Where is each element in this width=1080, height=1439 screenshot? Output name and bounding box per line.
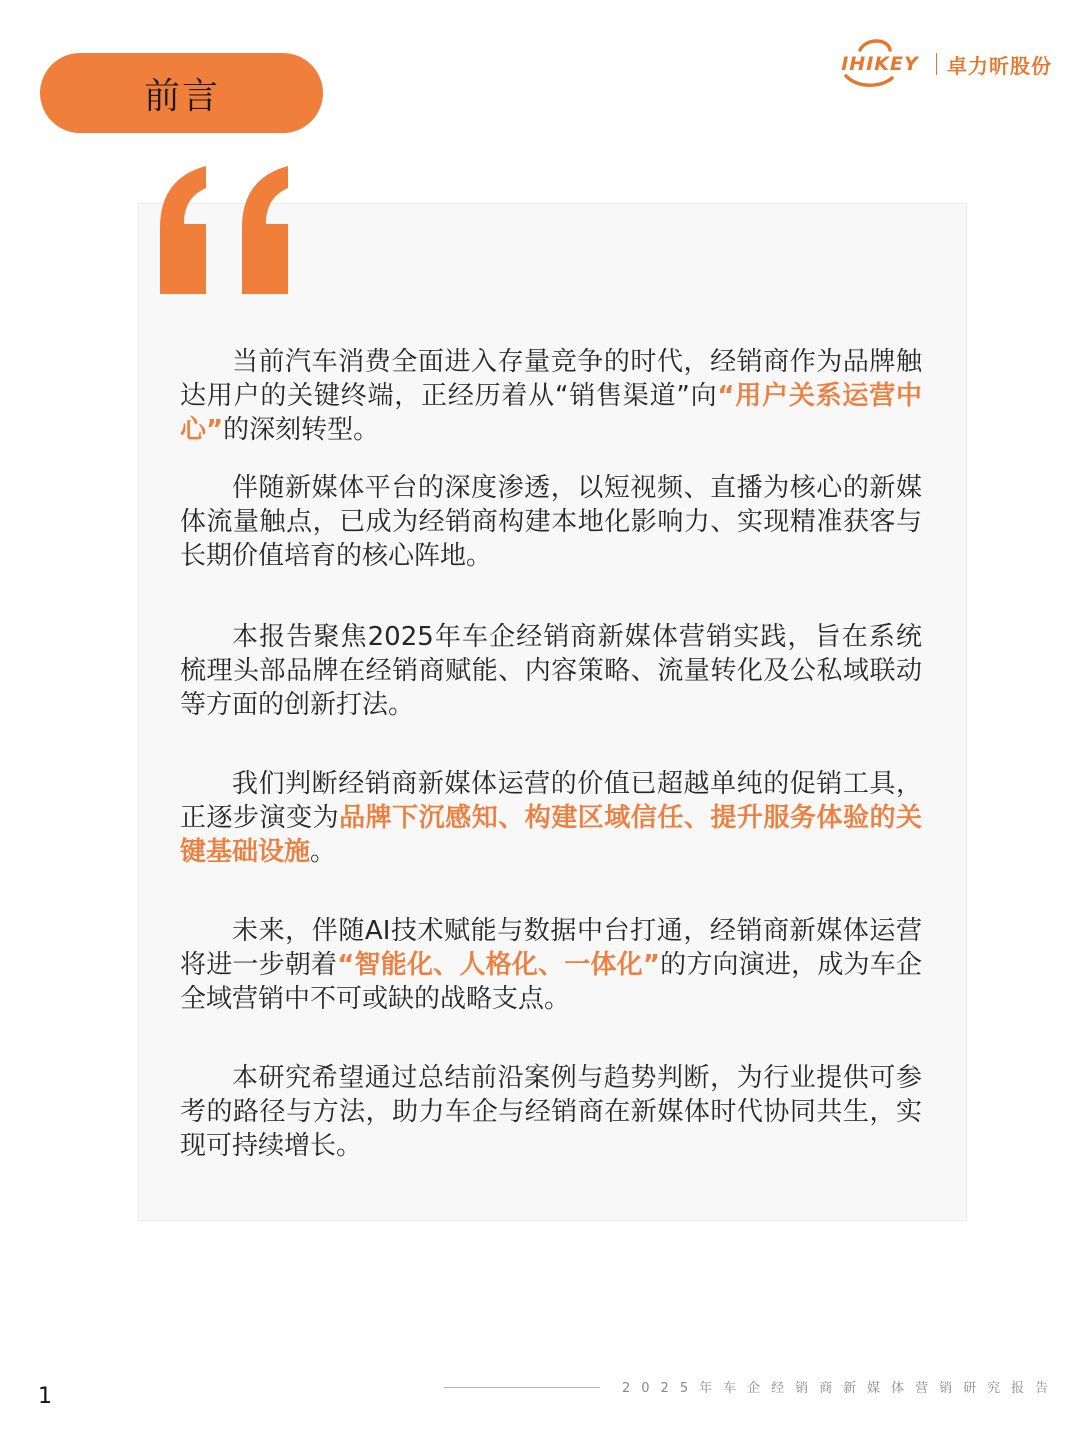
section-title-pill bbox=[40, 53, 323, 133]
highlight-text: “用户关系运营中心” bbox=[180, 381, 922, 445]
paragraph-text: 。 bbox=[310, 837, 337, 867]
paragraph-text: 本研究希望通过总结前沿案例与趋势判断，为行业提供可参考的路径与方法，助力车企与经销商在新媒体时代协同共生，实现可持续增长。 bbox=[180, 1063, 922, 1161]
paragraph-text: 本报告聚焦2025年车企经销商新媒体营销实践，旨在系统梳理头部品牌在经销商赋能、内容策略、流量转化及公私域联动等方面的创新打法。 bbox=[180, 622, 922, 720]
paragraph-text: 的方向演进，成为车企全域营销中不可或缺的战略支点。 bbox=[180, 950, 922, 1014]
company-logo bbox=[836, 36, 1052, 92]
footer-divider bbox=[444, 1387, 600, 1388]
highlight-text: “智能化、人格化、一体化” bbox=[337, 950, 660, 980]
paragraph-4 bbox=[180, 767, 922, 869]
report-title: 2025年车企经销商新媒体营销研究报告 bbox=[622, 1381, 1060, 1396]
paragraph-text: 我们判断经销商新媒体运营的价值已超越单纯的促销工具，正逐步演变为 bbox=[180, 769, 922, 833]
logo-wordmark: IHIKEY bbox=[841, 53, 919, 75]
paragraph-3 bbox=[180, 620, 922, 722]
paragraph-6 bbox=[180, 1061, 922, 1163]
paragraph-text: 伴随新媒体平台的深度渗透，以短视频、直播为核心的新媒体流量触点，已成为经销商构建本地化影响力、实现精准获客与长期价值培育的核心阵地。 bbox=[180, 473, 922, 571]
highlight-text: 品牌下沉感知、构建区域信任、提升服务体验的关键基础设施 bbox=[180, 803, 922, 867]
paragraph-text: 当前汽车消费全面进入存量竞争的时代，经销商作为品牌触达用户的关键终端，正经历着从“销售渠道”向 bbox=[180, 347, 922, 411]
paragraph-text: 的深刻转型。 bbox=[223, 415, 380, 445]
paragraph-text: 未来，伴随AI技术赋能与数据中台打通，经销商新媒体运营将进一步朝着 bbox=[180, 916, 922, 980]
paragraph-1 bbox=[180, 345, 922, 447]
preface-body bbox=[180, 345, 922, 1163]
ihikey-logo-icon bbox=[836, 36, 924, 92]
left-double-quote-icon bbox=[158, 166, 294, 296]
paragraph-2 bbox=[180, 471, 922, 573]
paragraph-5 bbox=[180, 914, 922, 1016]
page-title: 前言 bbox=[144, 75, 221, 117]
page-number: 1 bbox=[38, 1384, 52, 1409]
company-name: 卓力昕股份 bbox=[947, 53, 1052, 78]
logo-divider bbox=[936, 53, 937, 75]
